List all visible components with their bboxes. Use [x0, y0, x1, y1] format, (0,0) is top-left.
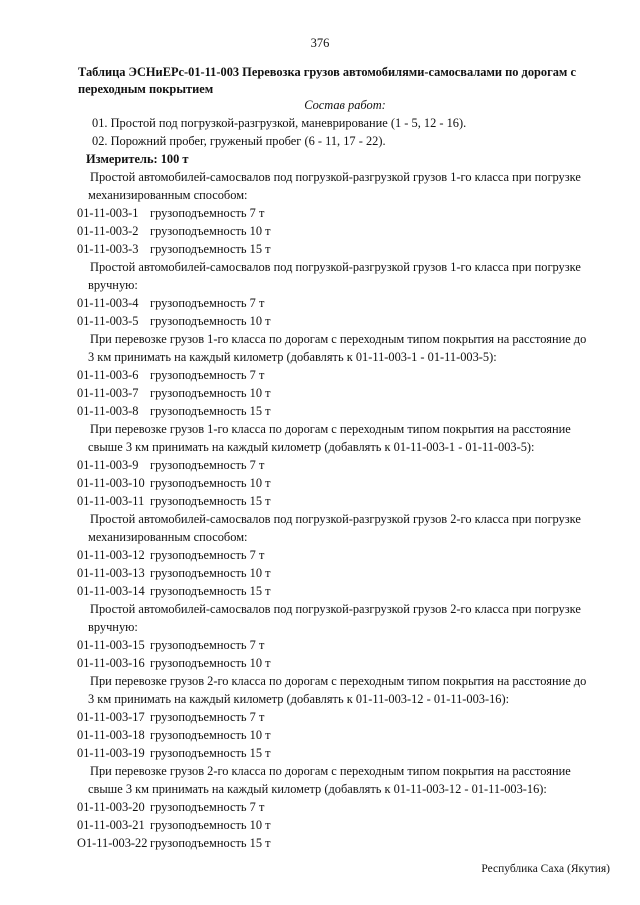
row-code: 01-11-003-20 [77, 800, 145, 814]
section-text [90, 330, 610, 366]
composition-heading: Состав работ: [304, 98, 386, 112]
row-description: грузоподъемность 10 т [150, 728, 271, 742]
row-code: 01-11-003-17 [77, 710, 145, 724]
row-description: грузоподъемность 10 т [150, 224, 271, 238]
row-code: 01-11-003-13 [77, 566, 145, 580]
row-description: грузоподъемность 7 т [150, 710, 265, 724]
section-text [90, 510, 610, 546]
row-description: грузоподъемность 15 т [150, 836, 271, 850]
row-description: грузоподъемность 15 т [150, 746, 271, 760]
page-number: 376 [310, 36, 330, 50]
row-code: 01-11-003-3 [77, 242, 139, 256]
section-text-line: свыше 3 км принимать на каждый километр (добавлять к 01-11-003-12 - 01-11-003-16): [88, 782, 547, 796]
row-code: 01-11-003-10 [77, 476, 145, 490]
section-text [90, 420, 610, 456]
document-content [0, 96, 640, 852]
work-item-1: 01. Простой под погрузкой-разгрузкой, маневрирование (1 - 5, 12 - 16). [92, 116, 467, 130]
row-code: 01-11-003-21 [77, 818, 145, 832]
section-text-line: При перевозке грузов 1-го класса по дорогам с переходным типом покрытия на расстояние до [90, 332, 587, 346]
section-text-line: Простой автомобилей-самосвалов под погрузкой-разгрузкой грузов 2-го класса при погрузке [90, 512, 581, 526]
row-description: грузоподъемность 7 т [150, 638, 265, 652]
row-description: грузоподъемность 10 т [150, 314, 271, 328]
row-description: грузоподъемность 7 т [150, 206, 265, 220]
table-row [0, 294, 640, 312]
row-code: 01-11-003-16 [77, 656, 145, 670]
section-text [90, 600, 610, 636]
row-description: грузоподъемность 7 т [150, 548, 265, 562]
section-text-line: Простой автомобилей-самосвалов под погрузкой-разгрузкой грузов 2-го класса при погрузке [90, 602, 581, 616]
row-code: О1-11-003-22 [77, 836, 148, 850]
table-row [0, 834, 640, 852]
row-code: 01-11-003-19 [77, 746, 145, 760]
row-description: грузоподъемность 10 т [150, 818, 271, 832]
table-row [0, 222, 640, 240]
table-row [0, 654, 640, 672]
table-row [0, 312, 640, 330]
work-item-2: 02. Порожний пробег, груженый пробег (6 - 11, 17 - 22). [92, 134, 386, 148]
section-text-line: 3 км принимать на каждый километр (добавлять к 01-11-003-1 - 01-11-003-5): [88, 350, 497, 364]
row-description: грузоподъемность 15 т [150, 242, 271, 256]
row-code: 01-11-003-9 [77, 458, 139, 472]
row-description: грузоподъемность 15 т [150, 404, 271, 418]
section-text-line: При перевозке грузов 2-го класса по дорогам с переходным типом покрытия на расстояние [90, 764, 571, 778]
row-code: 01-11-003-12 [77, 548, 145, 562]
section-text-line: Простой автомобилей-самосвалов под погрузкой-разгрузкой грузов 1-го класса при погрузке [90, 260, 581, 274]
section-text-line: При перевозке грузов 2-го класса по дорогам с переходным типом покрытия на расстояние до [90, 674, 587, 688]
table-row [0, 744, 640, 762]
table-row [0, 492, 640, 510]
section-text-line: свыше 3 км принимать на каждый километр (добавлять к 01-11-003-1 - 01-11-003-5): [88, 440, 535, 454]
footer-region: Республика Саха (Якутия) [481, 863, 610, 875]
table-row [0, 798, 640, 816]
row-code: 01-11-003-1 [77, 206, 139, 220]
table-row [0, 474, 640, 492]
row-code: 01-11-003-8 [77, 404, 139, 418]
measure-unit: Измеритель: 100 т [86, 152, 189, 166]
section-text-line: механизированным способом: [88, 188, 248, 202]
section-text [90, 258, 610, 294]
table-row [0, 816, 640, 834]
section-text-line: вручную: [88, 620, 138, 634]
table-row [0, 564, 640, 582]
sections-container [0, 168, 640, 852]
table-row [0, 456, 640, 474]
row-code: 01-11-003-4 [77, 296, 139, 310]
section-text-line: При перевозке грузов 1-го класса по дорогам с переходным типом покрытия на расстояние [90, 422, 571, 436]
section-text-line: механизированным способом: [88, 530, 248, 544]
table-row [0, 582, 640, 600]
section-text-line: вручную: [88, 278, 138, 292]
table-row [0, 240, 640, 258]
table-row [0, 726, 640, 744]
row-code: 01-11-003-15 [77, 638, 145, 652]
row-description: грузоподъемность 10 т [150, 476, 271, 490]
section-text-line: 3 км принимать на каждый километр (добавлять к 01-11-003-12 - 01-11-003-16): [88, 692, 510, 706]
table-row [0, 708, 640, 726]
table-row [0, 402, 640, 420]
row-description: грузоподъемность 15 т [150, 584, 271, 598]
table-row [0, 384, 640, 402]
section-text [90, 762, 610, 798]
section-text [90, 672, 610, 708]
row-description: грузоподъемность 7 т [150, 458, 265, 472]
row-code: 01-11-003-18 [77, 728, 145, 742]
row-description: грузоподъемность 15 т [150, 494, 271, 508]
row-code: 01-11-003-6 [77, 368, 139, 382]
row-description: грузоподъемность 10 т [150, 386, 271, 400]
row-code: 01-11-003-7 [77, 386, 139, 400]
row-code: 01-11-003-5 [77, 314, 139, 328]
section-text-line: Простой автомобилей-самосвалов под погрузкой-разгрузкой грузов 1-го класса при погрузке [90, 170, 581, 184]
table-row [0, 636, 640, 654]
row-description: грузоподъемность 7 т [150, 296, 265, 310]
row-description: грузоподъемность 10 т [150, 656, 271, 670]
row-description: грузоподъемность 10 т [150, 566, 271, 580]
table-title: Таблица ЭСНиЕРс-01-11-003 Перевозка грузов автомобилями-самосвалами по дорогам с переходным покрытием [78, 65, 576, 96]
row-description: грузоподъемность 7 т [150, 800, 265, 814]
table-row [0, 546, 640, 564]
row-code: 01-11-003-11 [77, 494, 145, 508]
row-code: 01-11-003-14 [77, 584, 145, 598]
table-row [0, 204, 640, 222]
section-text [90, 168, 610, 204]
row-code: 01-11-003-2 [77, 224, 139, 238]
table-row [0, 366, 640, 384]
row-description: грузоподъемность 7 т [150, 368, 265, 382]
